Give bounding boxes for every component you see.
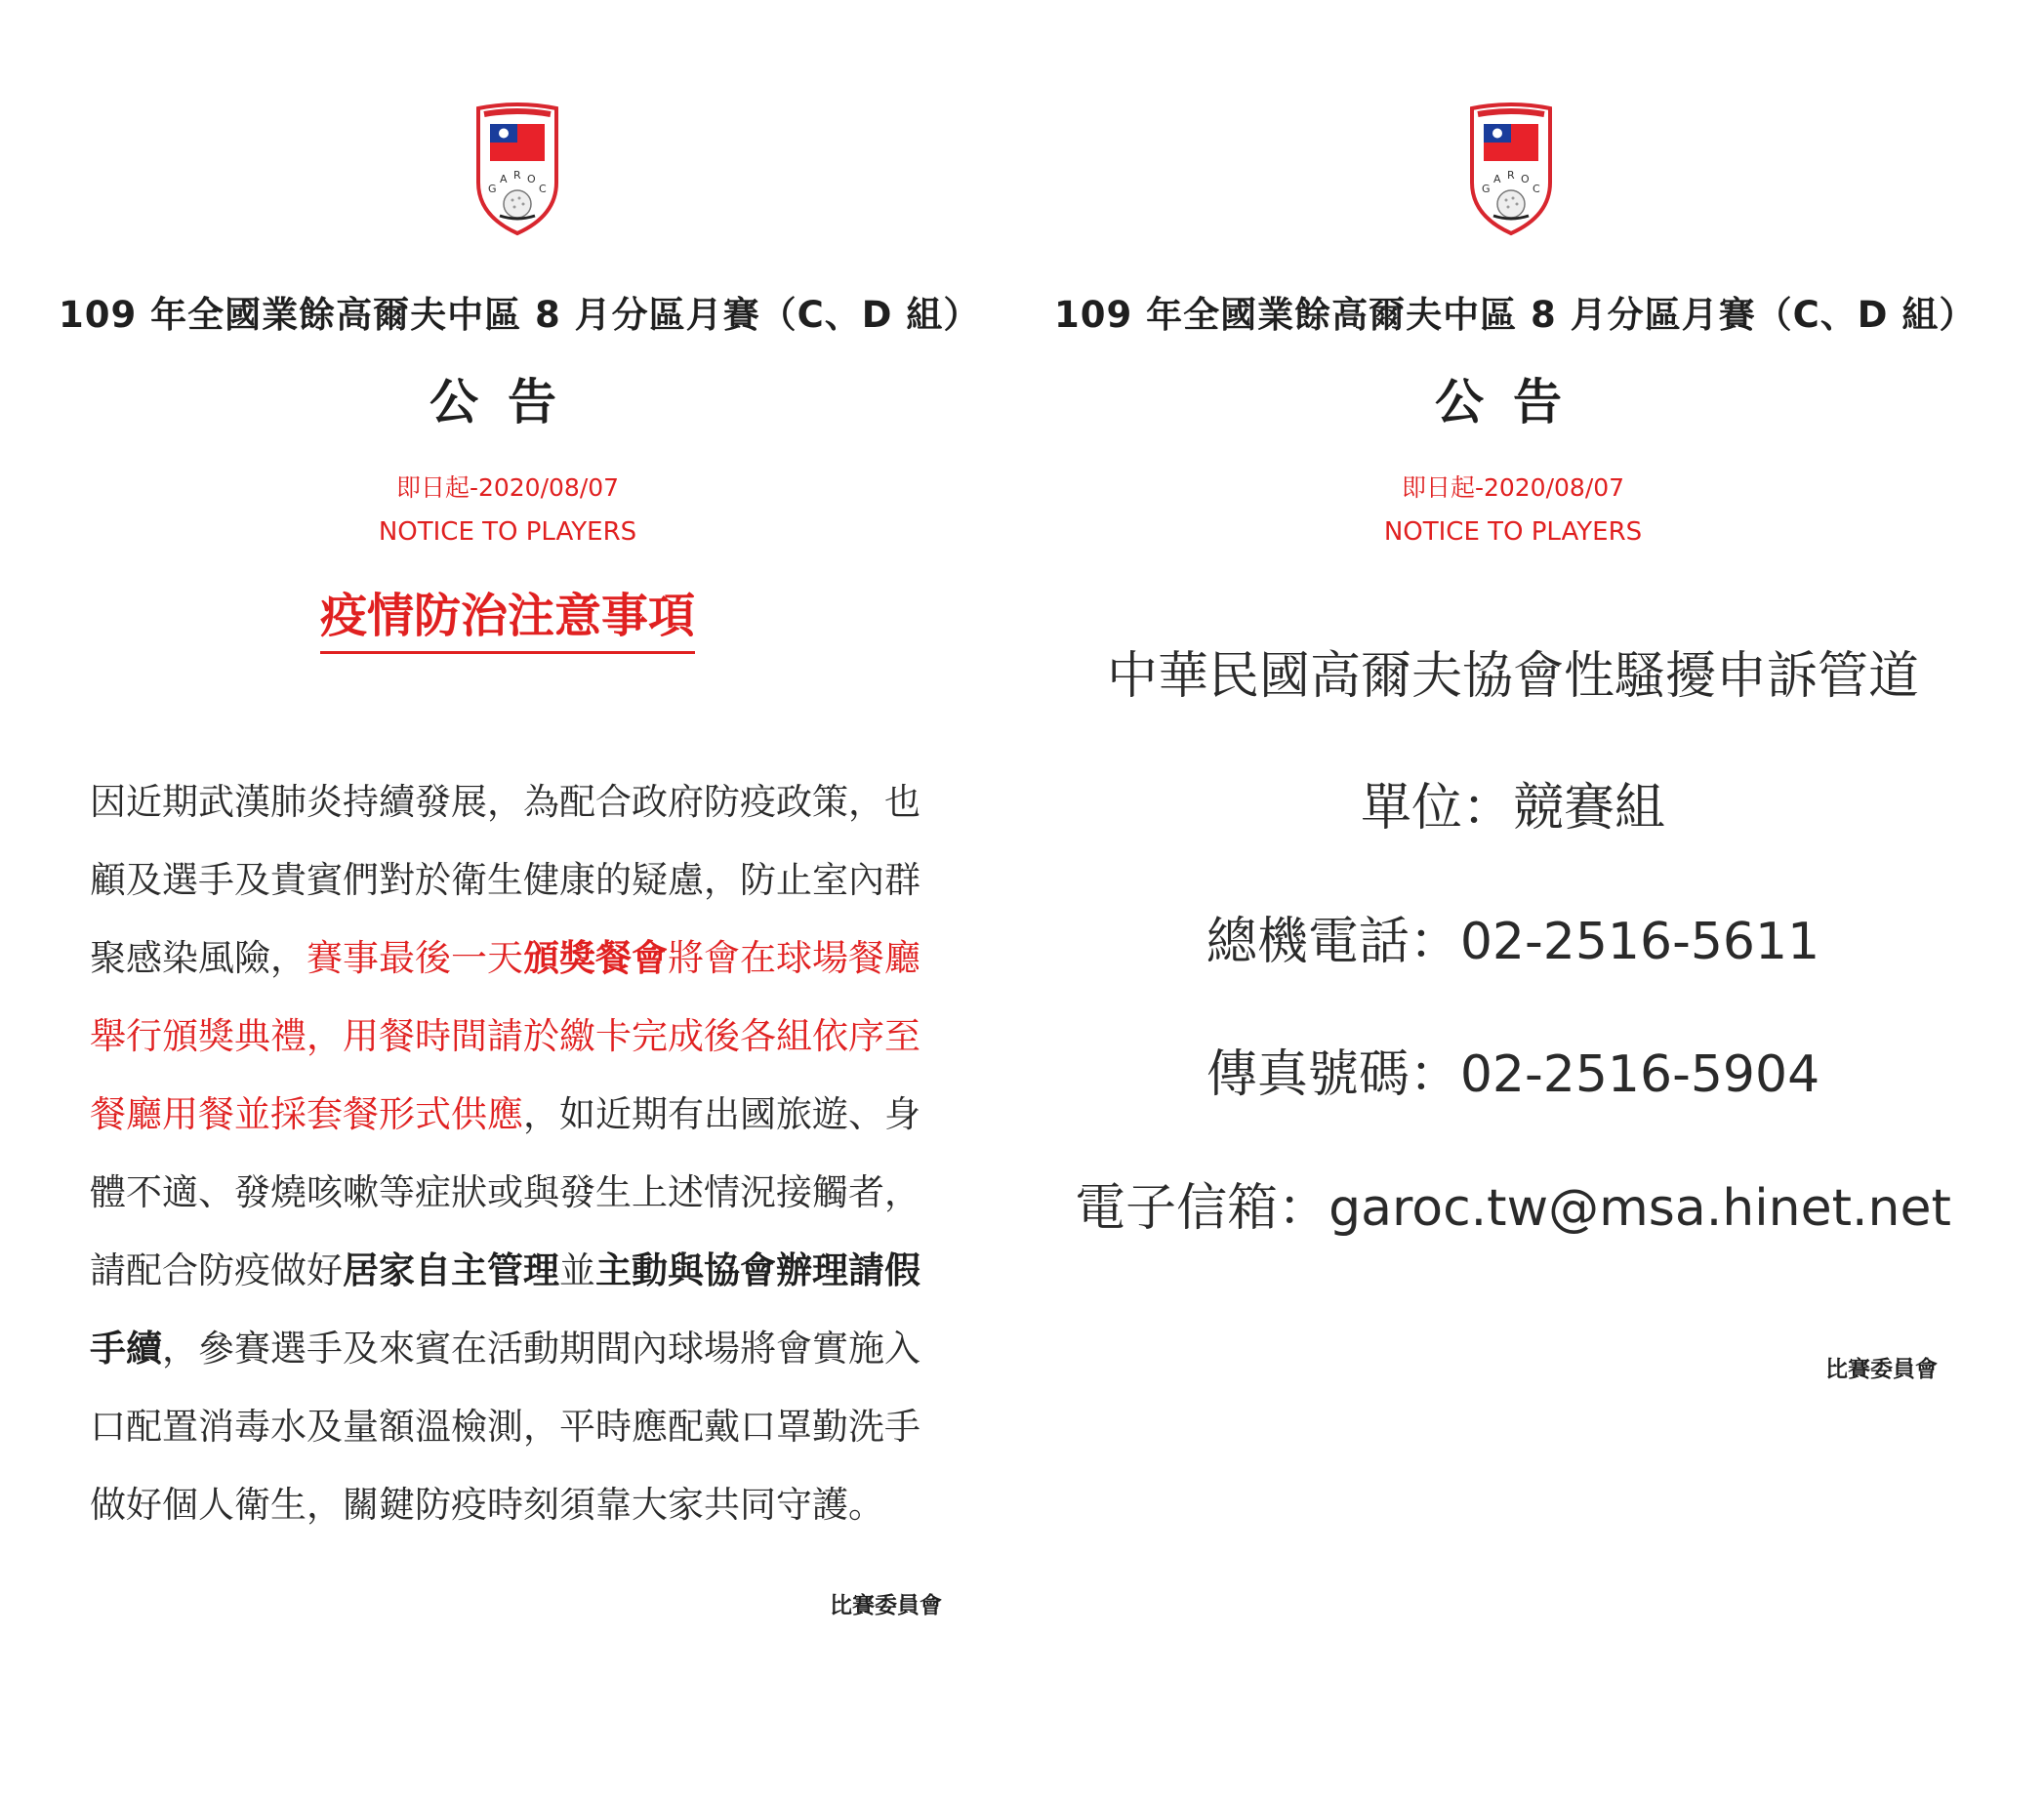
notice-body [90,763,949,1544]
svg-text:A: A [500,173,508,185]
svg-text:C: C [1533,183,1540,195]
grievance-channel-title: 中華民國高爾夫協會性騷擾申訴管道 [1106,647,1919,706]
svg-text:R: R [513,169,521,182]
svg-text:O: O [527,173,536,185]
contact-fax: 傳真號碼：02-2516-5904 [1206,1045,1820,1104]
body-banquet-details: 將會在球場餐廳舉行頒獎典禮，用餐時間請於繳卡完成後各組依序至餐廳用餐並採套餐形式供應 [90,937,920,1135]
body-closing: ，參賽選手及來賓在活動期間內球場將會實施入口配置消毒水及量額溫檢測，平時應配戴口罩勤洗手做好個人衛生，關鍵防疫時刻須靠大家共同守護。 [90,1328,920,1526]
contact-phone: 總機電話：02-2516-5611 [1206,913,1820,971]
garoc-logo [470,102,564,237]
signature: 比賽委員會 [830,1593,942,1618]
contact-email: 電子信箱：garoc.tw@msa.hinet.net [1075,1179,1951,1238]
body-leave-procedure: 主動與協會辦理請假手續 [90,1249,920,1370]
contact-unit: 單位：競賽組 [1360,779,1665,838]
notice-to-players: NOTICE TO PLAYERS [378,517,637,547]
svg-text:C: C [539,183,547,195]
garoc-logo [1464,102,1558,237]
svg-text:A: A [1493,173,1501,185]
svg-text:O: O [1521,173,1530,185]
body-intro: 因近期武漢肺炎持續發展，為配合政府防疫政策，也顧及選手及貴賓們對於衛生健康的疑慮，防止室內群聚感染風險， [90,781,920,979]
effective-date: 即日起-2020/08/07 [395,473,620,502]
body-award-banquet: 頒獎餐會 [523,937,668,979]
svg-text:G: G [1482,183,1491,195]
body-last-day: 賽事最後一天 [307,937,523,979]
effective-date: 即日起-2020/08/07 [1401,473,1625,502]
notice-page-grievance [1005,0,2021,1800]
signature: 比賽委員會 [1825,1357,1938,1382]
event-title: 109 年全國業餘高爾夫中區 8 月分區月賽（C、D 組） [1054,294,1977,336]
notice-heading: 公告 [1435,374,1591,430]
body-symptoms: ，如近期有出國旅遊、身體不適、發燒咳嗽等症狀或與發生上述情況接觸者，請配合防疫做好 [90,1093,920,1291]
event-title: 109 年全國業餘高爾夫中區 8 月分區月賽（C、D 組） [59,294,981,336]
topic-heading [59,578,957,654]
notice-heading: 公告 [429,374,586,430]
svg-text:R: R [1507,169,1515,182]
notice-page-epidemic [0,0,1015,1800]
svg-text:G: G [488,183,497,195]
body-self-management: 居家自主管理 [343,1249,559,1291]
topic-heading-text: 疫情防治注意事項 [320,578,695,654]
body-and: 並 [559,1249,595,1291]
notice-to-players: NOTICE TO PLAYERS [1383,517,1643,547]
